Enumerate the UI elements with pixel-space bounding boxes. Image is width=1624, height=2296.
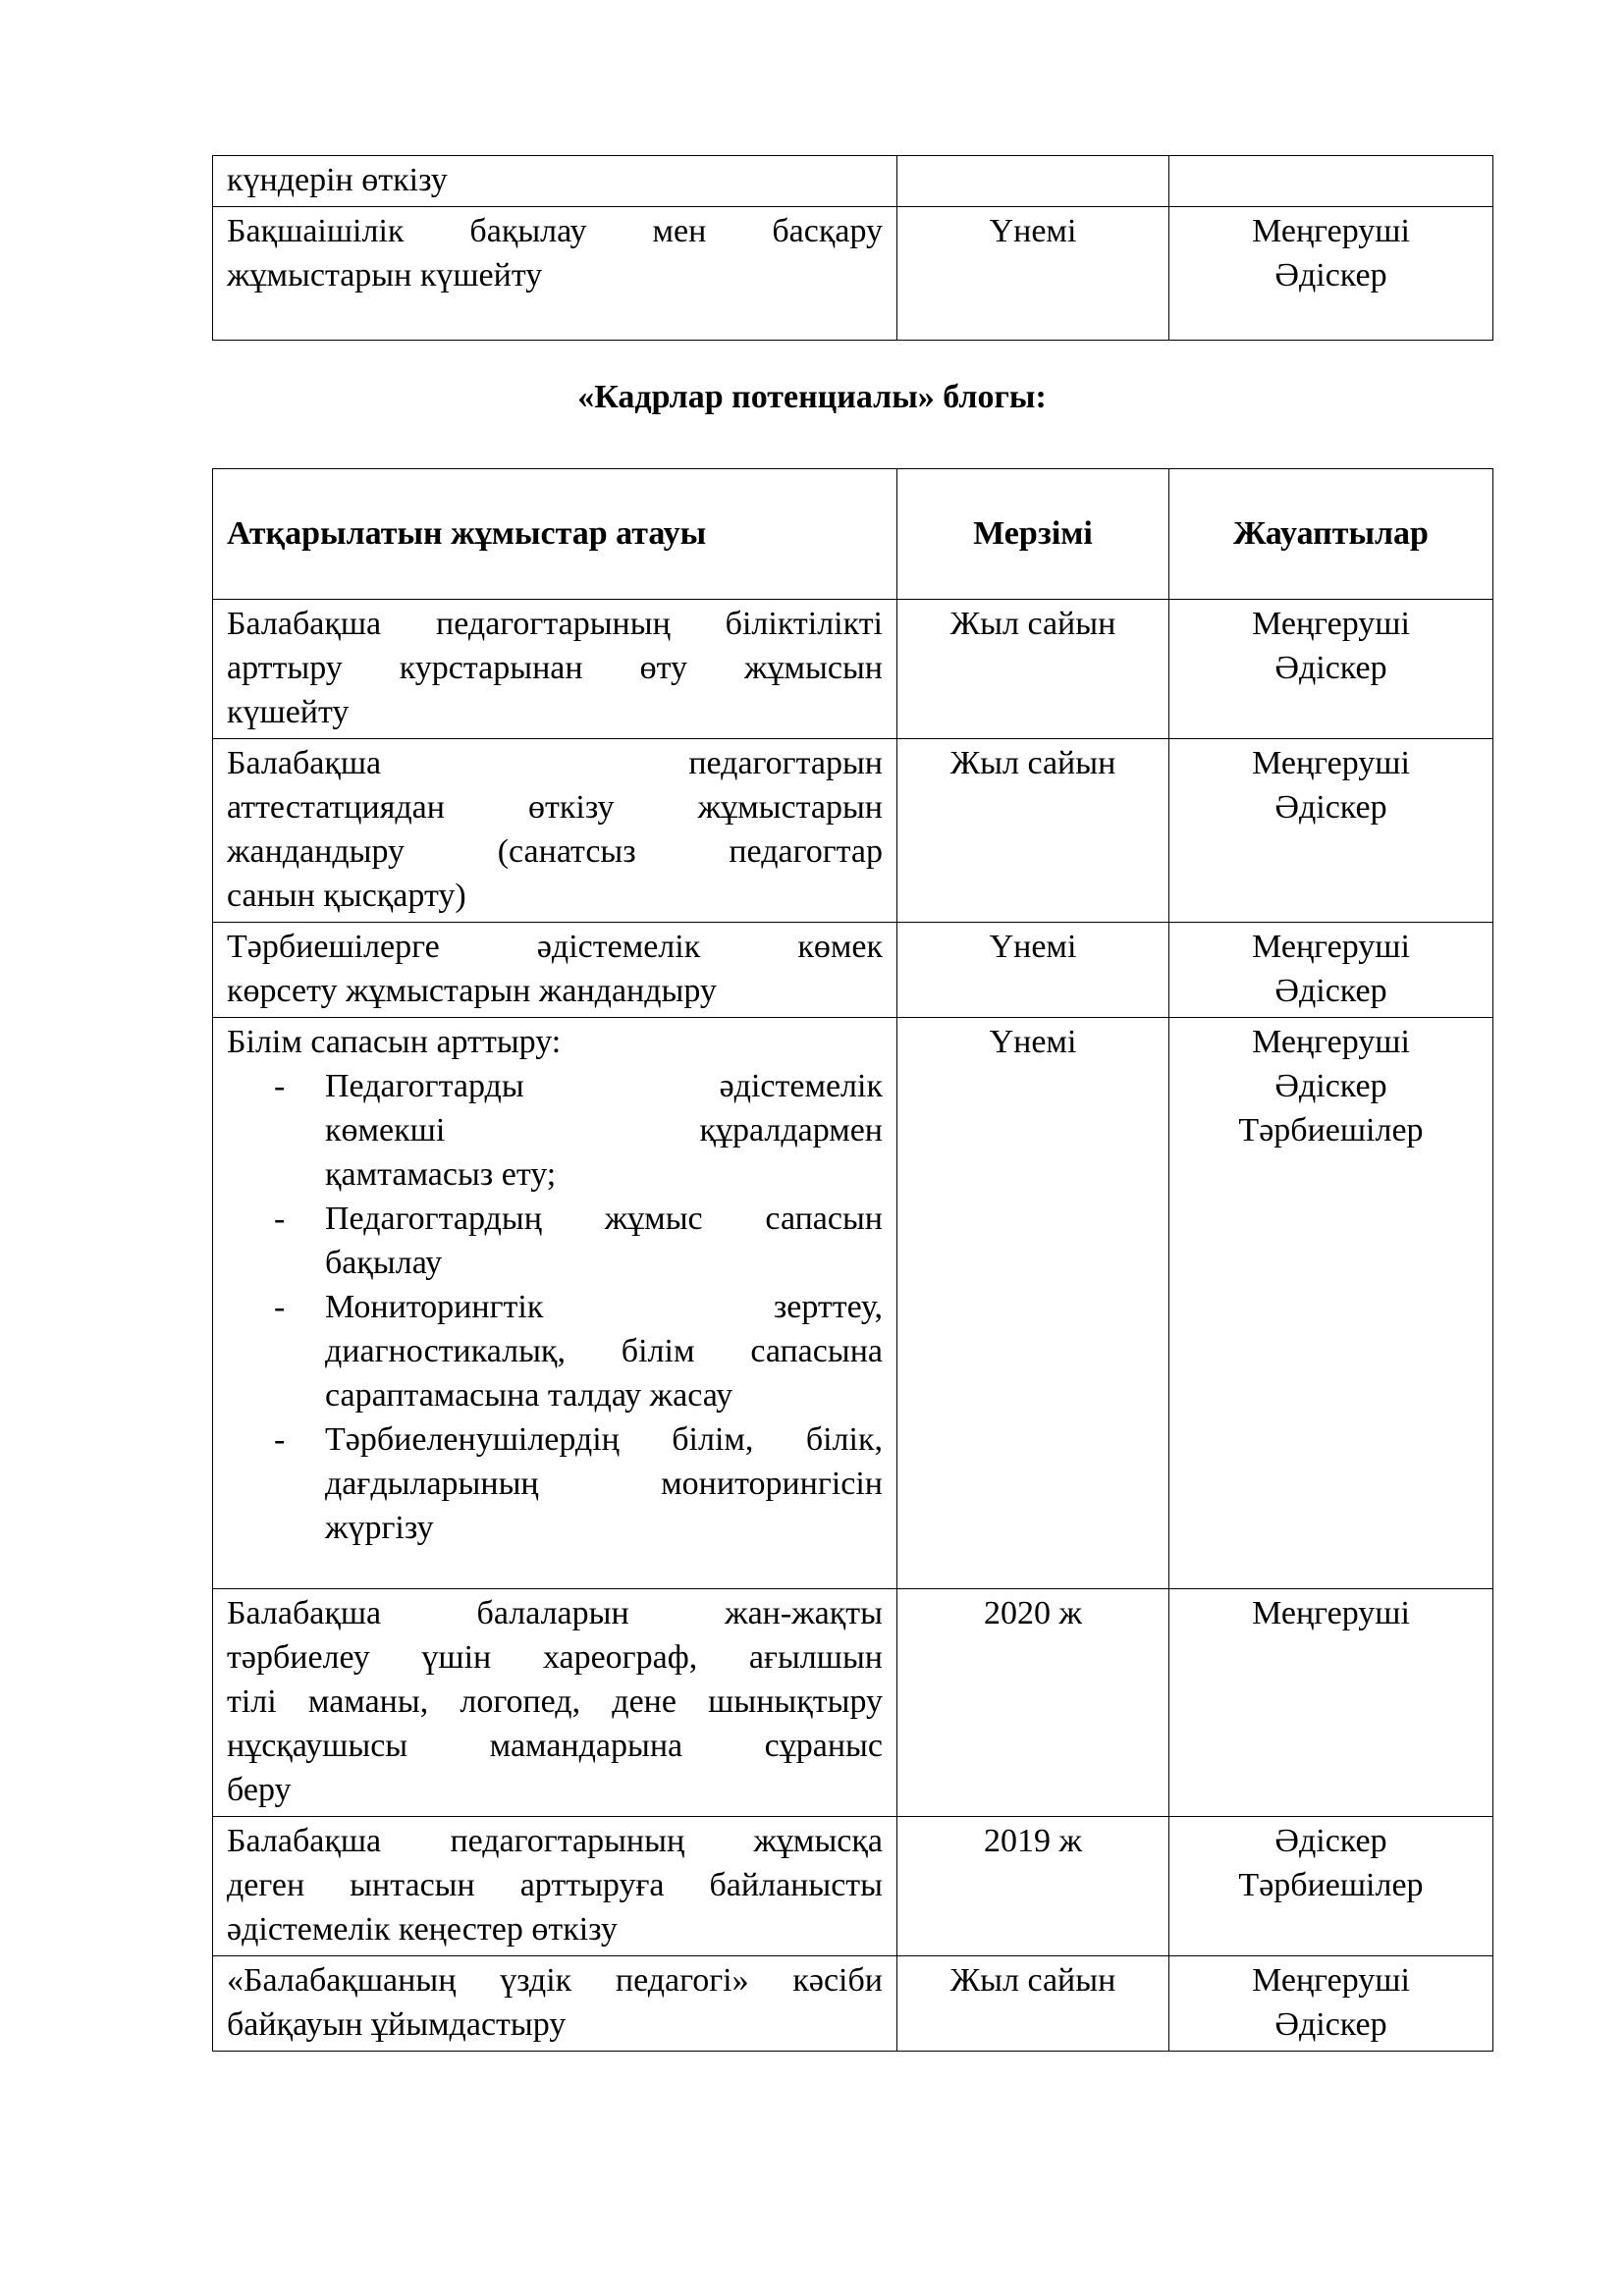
table-row (213, 739, 1493, 923)
responsible-cell (1169, 600, 1493, 739)
responsible-person: Меңгеруші (1252, 1962, 1410, 1999)
table-row (213, 1018, 1493, 1589)
responsible-person: Тәрбиешілер (1238, 1867, 1424, 1903)
task-line: тәрбиелеу үшін хареограф, ағылшын (227, 1639, 883, 1676)
task-line: байқауын ұйымдастыру (227, 2006, 567, 2043)
task-line: Балабақша педагогтарының жұмысқа (227, 1823, 883, 1859)
header-responsible: Жауаптылар (1169, 469, 1493, 600)
task-line: жүргізу (325, 1510, 434, 1546)
task-line: Балабақша балаларын жан-жақты (227, 1595, 883, 1631)
responsible-cell (1169, 1589, 1493, 1817)
table-row (213, 1956, 1493, 2052)
task-line: күндерін өткізу (227, 162, 448, 198)
dash-bullet: - (274, 1289, 286, 1325)
responsible-cell (1169, 1817, 1493, 1956)
task-line: жұмыстарын күшейту (227, 257, 543, 294)
task-line: аттестатциядан өткізу жұмыстарын (227, 789, 883, 826)
task-cell (213, 207, 897, 341)
dash-bullet: - (274, 1421, 286, 1458)
term-cell: Үнемі (897, 1018, 1169, 1589)
section-title: «Кадрлар потенциалы» блогы: (577, 379, 1047, 415)
responsible-cell (1169, 739, 1493, 923)
term-cell: Жыл сайын (897, 739, 1169, 923)
task-line: күшейту (227, 694, 350, 730)
task-cell (213, 1589, 897, 1817)
task-line: Тәрбиешілерге әдістемелік көмек (227, 929, 883, 965)
task-line: көмекші құралдармен (325, 1112, 883, 1148)
responsible-person: Әдіскер (1274, 1068, 1387, 1104)
responsible-person: Тәрбиешілер (1238, 1112, 1424, 1148)
task-cell (213, 923, 897, 1018)
table-row (213, 600, 1493, 739)
task-line: арттыру курстарынан өту жұмысын (227, 650, 883, 686)
task-line: Балабақша педагогтарын (227, 745, 883, 781)
table-row (213, 156, 1493, 207)
task-line: беру (227, 1772, 292, 1808)
responsible-person: Меңгеруші (1252, 606, 1410, 642)
task-line: Педагогтардың жұмыс сапасын (325, 1201, 883, 1237)
task-cell (213, 156, 897, 207)
responsible-cell (1169, 1956, 1493, 2052)
task-line: Балабақша педагогтарының біліктілікті (227, 606, 883, 642)
table-row (213, 207, 1493, 341)
responsible-cell (1169, 156, 1493, 207)
task-cell (213, 600, 897, 739)
responsible-cell (1169, 207, 1493, 341)
table-header-row (213, 469, 1493, 600)
task-line: деген ынтасын арттыруға байланысты (227, 1867, 883, 1903)
task-line: диагностикалық, білім сапасына (325, 1333, 883, 1369)
table-row (213, 923, 1493, 1018)
task-line: Педагогтарды әдістемелік (325, 1068, 883, 1104)
term-cell (897, 156, 1169, 207)
task-line: көрсету жұмыстарын жандандыру (227, 973, 717, 1009)
responsible-person: Әдіскер (1274, 257, 1387, 294)
responsible-person: Меңгеруші (1252, 745, 1410, 781)
term-cell: 2019 ж (897, 1817, 1169, 1956)
responsible-cell (1169, 923, 1493, 1018)
table-row (213, 1589, 1493, 1817)
bullet-list (227, 1064, 883, 1550)
responsible-person: Меңгеруші (1252, 1024, 1410, 1060)
task-line: Бақшаішілік бақылау мен басқару (227, 213, 883, 249)
task-intro: Білім сапасын арттыру: (227, 1024, 562, 1060)
table-row (213, 1817, 1493, 1956)
responsible-cell (1169, 1018, 1493, 1589)
task-line: тілі маманы, логопед, дене шынықтыру (227, 1683, 883, 1720)
task-cell (213, 1956, 897, 2052)
task-line: нұсқаушысы мамандарына сұраныс (227, 1728, 883, 1764)
responsible-person: Әдіскер (1274, 973, 1387, 1009)
task-line: санын қысқарту) (227, 878, 466, 914)
term-cell: Жыл сайын (897, 1956, 1169, 2052)
responsible-person: Меңгеруші (1252, 929, 1410, 965)
header-term: Мерзімі (897, 469, 1169, 600)
responsible-person: Әдіскер (1274, 789, 1387, 826)
term-cell: Жыл сайын (897, 600, 1169, 739)
continued-table (212, 155, 1493, 341)
task-line: сараптамасына талдау жасау (325, 1377, 733, 1414)
task-line: дағдыларының мониторингісін (325, 1466, 883, 1502)
list-item (227, 1197, 883, 1285)
responsible-person: Әдіскер (1274, 650, 1387, 686)
task-cell (213, 1817, 897, 1956)
task-cell (213, 1018, 897, 1589)
responsible-person: Әдіскер (1274, 2006, 1387, 2043)
task-line: әдістемелік кеңестер өткізу (227, 1911, 618, 1948)
dash-bullet: - (274, 1201, 286, 1237)
responsible-person: Әдіскер (1274, 1823, 1387, 1859)
work-plan-table (212, 468, 1493, 2052)
task-line: «Балабақшаның үздік педагогі» кәсіби (227, 1962, 883, 1999)
responsible-person: Меңгеруші (1252, 213, 1410, 249)
term-cell: 2020 ж (897, 1589, 1169, 1817)
task-line: жандандыру (санатсыз педагогтар (227, 833, 883, 870)
list-item (227, 1285, 883, 1417)
responsible-person: Меңгеруші (1252, 1595, 1410, 1631)
task-line: бақылау (325, 1245, 443, 1281)
term-cell: Үнемі (897, 923, 1169, 1018)
term-cell: Үнемі (897, 207, 1169, 341)
list-item (227, 1064, 883, 1197)
task-line: қамтамасыз ету; (325, 1156, 557, 1193)
header-task: Атқарылатын жұмыстар атауы (213, 469, 897, 600)
task-line: Тәрбиеленушілердің білім, білік, (325, 1421, 883, 1458)
list-item (227, 1417, 883, 1550)
task-cell (213, 739, 897, 923)
task-line: Мониторингтік зерттеу, (325, 1289, 883, 1325)
dash-bullet: - (274, 1068, 286, 1104)
